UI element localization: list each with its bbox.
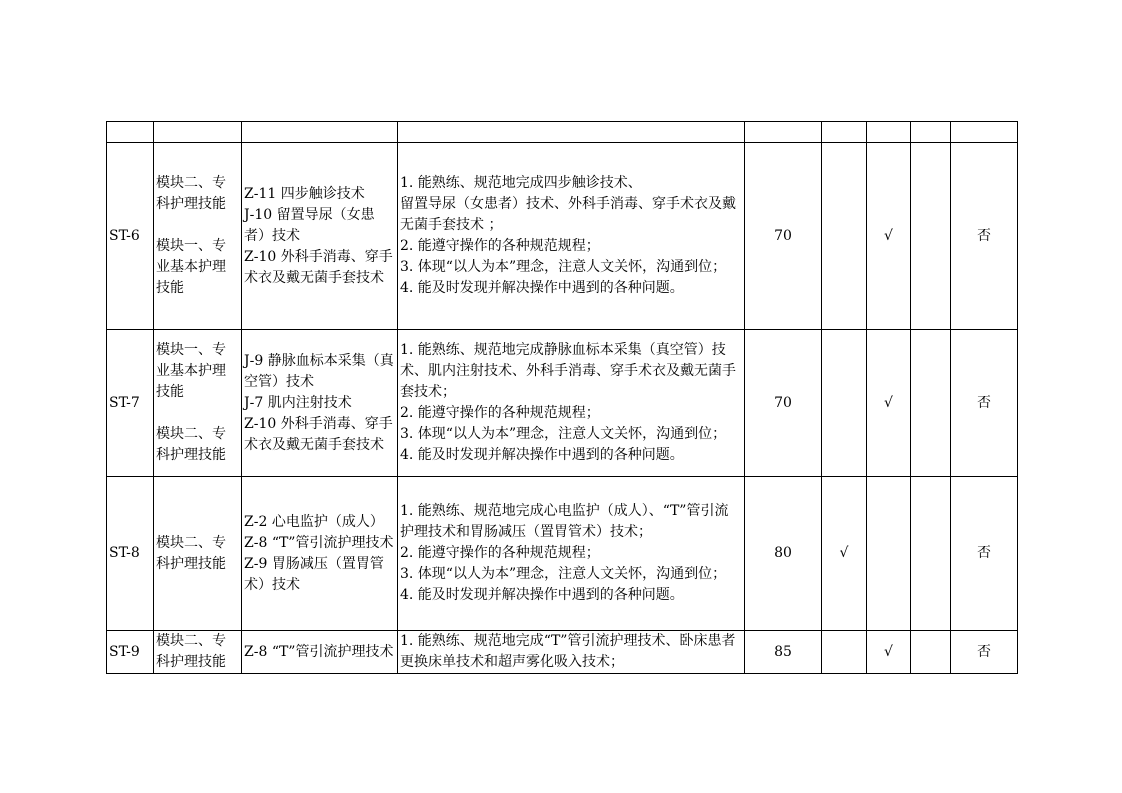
check-cell (867, 477, 911, 631)
table-row (107, 477, 1018, 631)
score-cell: 70 (745, 143, 822, 330)
requirement-item: 1. 能熟练、规范地完成心电监护（成人）、“T”管引流护理技术和胃肠减压（置胃管术）技术； (400, 503, 729, 540)
table-row (107, 330, 1018, 477)
skill-cell (242, 143, 398, 330)
requirement-cell (398, 477, 745, 631)
row-id: ST-6 (107, 143, 154, 330)
module-text: 模块一、专业基本护理技能 (156, 238, 226, 296)
check-cell (911, 143, 951, 330)
result-cell: 否 (951, 477, 1018, 631)
module-cell (154, 330, 242, 477)
result-cell: 否 (951, 631, 1018, 674)
requirement-cell (398, 143, 745, 330)
check-cell (911, 477, 951, 631)
row-id: ST-8 (107, 477, 154, 631)
skill-item: Z-10 外科手消毒、穿手术衣及戴无菌手套技术 (244, 248, 393, 286)
requirement-item: 2. 能遵守操作的各种规范规程； (400, 238, 600, 254)
requirement-item: 2. 能遵守操作的各种规范规程； (400, 405, 600, 421)
header-cell (398, 122, 745, 143)
requirement-item: 4. 能及时发现并解决操作中遇到的各种问题。 (400, 447, 684, 463)
requirement-item: 2. 能遵守操作的各种规范规程； (400, 545, 600, 561)
row-id: ST-9 (107, 631, 154, 674)
header-cell (951, 122, 1018, 143)
requirement-item: 3. 体现“以人为本”理念，注意人文关怀，沟通到位； (400, 259, 727, 275)
table-row (107, 143, 1018, 330)
result-cell: 否 (951, 330, 1018, 477)
check-cell (911, 330, 951, 477)
check-cell (911, 631, 951, 674)
skill-item: J-10 留置导尿（女患者）技术 (244, 206, 375, 244)
module-cell (154, 143, 242, 330)
result-cell: 否 (951, 143, 1018, 330)
header-cell (822, 122, 867, 143)
check-cell: √ (822, 477, 867, 631)
skill-cell (242, 330, 398, 477)
table-row (107, 631, 1018, 674)
check-cell (822, 330, 867, 477)
table-header-row (107, 122, 1018, 143)
skill-item: Z-8 “T”管引流护理技术 (244, 643, 394, 660)
header-cell (867, 122, 911, 143)
skill-item: Z-8 “T”管引流护理技术 (244, 534, 394, 551)
module-text: 模块二、专科护理技能 (156, 633, 226, 670)
module-text: 模块一、专业基本护理技能 (156, 342, 226, 400)
requirement-cell (398, 631, 745, 674)
module-text: 模块二、专科护理技能 (156, 175, 226, 212)
skill-cell (242, 631, 398, 674)
module-text: 模块二、专科护理技能 (156, 426, 226, 463)
requirement-item: 3. 体现“以人为本”理念，注意人文关怀，沟通到位； (400, 426, 727, 442)
skill-item: Z-9 胃肠减压（置胃管术）技术 (244, 555, 384, 593)
row-id: ST-7 (107, 330, 154, 477)
header-cell (911, 122, 951, 143)
requirement-item: 3. 体现“以人为本”理念，注意人文关怀，沟通到位； (400, 566, 727, 582)
requirement-item: 1. 能熟练、规范地完成“T”管引流护理技术、卧床患者更换床单技术和超声雾化吸入技术； (400, 633, 736, 670)
skill-item: Z-11 四步触诊技术 (244, 185, 365, 202)
requirement-cell (398, 330, 745, 477)
requirement-item: 4. 能及时发现并解决操作中遇到的各种问题。 (400, 280, 684, 296)
requirement-item: 4. 能及时发现并解决操作中遇到的各种问题。 (400, 587, 684, 603)
check-cell (822, 631, 867, 674)
skill-item: J-9 静脉血标本采集（真空管）技术 (244, 352, 394, 390)
module-cell (154, 477, 242, 631)
header-cell (107, 122, 154, 143)
check-cell: √ (867, 143, 911, 330)
check-cell: √ (867, 631, 911, 674)
header-cell (745, 122, 822, 143)
check-cell: √ (867, 330, 911, 477)
header-cell (242, 122, 398, 143)
skill-item: J-7 肌内注射技术 (244, 394, 352, 411)
module-cell (154, 631, 242, 674)
skill-item: Z-10 外科手消毒、穿手术衣及戴无菌手套技术 (244, 415, 393, 453)
score-cell: 70 (745, 330, 822, 477)
header-cell (154, 122, 242, 143)
requirement-item: 1. 能熟练、规范地完成四步触诊技术、 (400, 175, 642, 191)
requirement-item: 1. 能熟练、规范地完成静脉血标本采集（真空管）技术、肌内注射技术、外科手消毒、穿手术衣及戴无菌手套技术； (400, 342, 736, 400)
skill-cell (242, 477, 398, 631)
skill-item: Z-2 心电监护（成人） (244, 513, 384, 530)
check-cell (822, 143, 867, 330)
module-text: 模块二、专科护理技能 (156, 534, 226, 572)
score-cell: 80 (745, 477, 822, 631)
score-cell: 85 (745, 631, 822, 674)
skills-table (106, 121, 1018, 674)
requirement-item: 留置导尿（女患者）技术、外科手消毒、穿手术衣及戴无菌手套技术 ； (400, 196, 736, 233)
